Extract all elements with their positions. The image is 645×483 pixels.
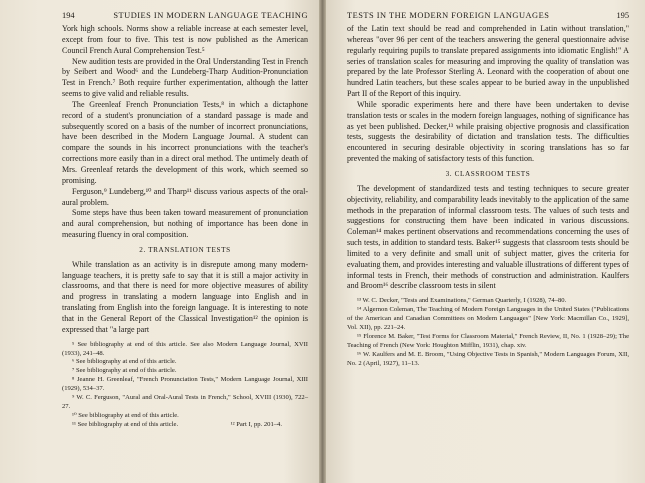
- footnote: ¹¹ See bibliography at end of this article.: [72, 420, 179, 428]
- left-body-text: [62, 24, 308, 336]
- page-number-right: 195: [616, 11, 629, 20]
- footnote: ¹³ W. C. Decker, "Tests and Examinations," German Quarterly, I (1928), 74–80.: [357, 297, 567, 305]
- footnote: ¹⁵ Florence M. Baker, "Test Forms for Classroom Material," French Review, II, No. 1 (1928–29); The Teaching of French (New York: Houghton Mifflin, 1931), chap. xiv.: [347, 332, 629, 349]
- section-heading: 2. TRANSLATION TESTS: [139, 245, 231, 254]
- paragraph: While sporadic experiments here and there have been undertaken to devise translation tests or scales in the modern foreign languages, nothing of significance has as yet been published. Decker,¹³ while praising objective prognosis and classification tests, suggests the desirability of dictation and translation tests. The difficulties encountered in securing desirable objectivity in scoring translations has so far prevented the making of satisfactory tests of this function.: [347, 99, 629, 164]
- right-body-text: [347, 24, 629, 292]
- footnote: ¹² Part I, pp. 201–4.: [230, 420, 282, 428]
- footnote: ⁸ Jeanne H. Greenleaf, "French Pronunciation Tests," Modern Language Journal, XIII (1929), 534–37.: [62, 376, 308, 393]
- paragraph: Ferguson,⁹ Lundeberg,¹⁰ and Tharp¹¹ discuss various aspects of the oral-aural problem.: [62, 186, 308, 207]
- paragraph: While translation as an activity is in disrepute among many modern-language teachers, it is pretty safe to say that it is still a major activity in classrooms, and that there is need for more objective measures of ability and progress in translating a modern language into English and in translating from English into the foreign language. It is interesting to note that in the General Report of the Classical Investigation¹² the opinion is expressed that "a large part: [62, 259, 308, 334]
- running-head-left: [62, 10, 308, 21]
- footnotes-right: [347, 297, 629, 368]
- right-page: [323, 0, 645, 483]
- footnote: ⁵ See bibliography at end of this article. See also Modern Language Journal, XVII (1933), 241–48.: [62, 340, 308, 357]
- running-head-title-left: STUDIES IN MODERN LANGUAGE TEACHING: [113, 11, 308, 20]
- running-head-title-right: TESTS IN THE MODERN FOREIGN LANGUAGES: [347, 11, 550, 20]
- left-page: [0, 0, 322, 483]
- running-head-right: [347, 10, 629, 21]
- footnote: ⁷ See bibliography at end of this article.: [72, 367, 177, 375]
- paragraph: of the Latin text should be read and comprehended in Latin without translation," whereas "over 96 per cent of the teachers answering the general questionnaire advise regularly requiring pupils to translate prepared assignments into idiomatic English!" A series of translation scales for measuring and improving the quality of translation was prepared by the late Professor Sterling A. Leonard with the cooperation of about one hundred Latin teachers, but these scales appear to be buried away in the unpublished Part II of the Report of this inquiry.: [347, 24, 629, 99]
- footnote: ¹⁴ Algernon Coleman, The Teaching of Modern Foreign Languages in the United States ("Publications of the American and Canadian Committees on Modern Languages" [New York: Macmillan Co., 1929], Vol. XII), pp. 221–24.: [347, 306, 629, 331]
- footnote: ¹⁰ See bibliography at end of this article.: [72, 411, 179, 419]
- paragraph: Some steps have thus been taken toward measurement of pronunciation and aural comprehension, but nothing of importance has been done in measuring fluency in oral composition.: [62, 208, 308, 240]
- footnotes-left: [62, 341, 308, 430]
- book-gutter: [319, 0, 326, 483]
- footnote: ¹⁶ W. Kaulfers and M. E. Broom, "Using Objective Tests in Spanish," Modern Languages Forum, XII, No. 2 (April, 1927), 11–13.: [347, 350, 629, 367]
- footnote: ⁹ W. C. Ferguson, "Aural and Oral-Aural Tests in French," School, XVIII (1930), 722–27.: [62, 394, 308, 410]
- section-heading: 3. CLASSROOM TESTS: [445, 169, 531, 178]
- paragraph: The Greenleaf French Pronunciation Tests,⁸ in which a dictaphone record of a student's pronunciation of a standard passage is made and subsequently scored on a basis of the number of incorrect pronunciations, have been described in the Modern Language Journal. A student can compare the sounds in his incorrect pronunciations with the teacher's corrections more easily than in a direct oral method. The untimely death of Mrs. Greenleaf retards the development of this work, which seemed so promising.: [62, 99, 308, 185]
- paragraph: The development of standardized tests and testing techniques to secure greater objectivity, reliability, and comparability leads inevitably to the application of the same methods in the preparation of informal classroom tests. The values of such tests and suggestions for constructing them have been indicated in various discussions. Coleman¹⁴ makes pertinent observations and recommendations concerning the uses of such tests, in addition to standard tests. Baker¹⁵ suggests that classroom tests should be limited to a very definite and small unit of subject matter, gives the criteria for evaluating them, and provides interesting and valuable illustrations of different types of informal tests in French, their methods of construction and administration. Kaulfers and Broom¹⁶ describe classroom tests in silent: [347, 183, 629, 291]
- footnote-row: [62, 421, 308, 430]
- paragraph: York high schools. Norms show a reliable increase at each semester level, except from four to five. This test is now published as the American Council French Aural Comprehension Test.⁵: [62, 24, 308, 55]
- footnote: ⁶ See bibliography at end of this article.: [72, 358, 177, 366]
- paragraph: New audition tests are provided in the Oral Understanding Test in French by Seibert and Wood⁶ and the Lundeberg-Tharp Audition-Pronunciation Test in French.⁷ Both require further experimentation, although the latter seems to give valid and reliable results.: [62, 56, 308, 99]
- page-number-left: 194: [62, 11, 75, 20]
